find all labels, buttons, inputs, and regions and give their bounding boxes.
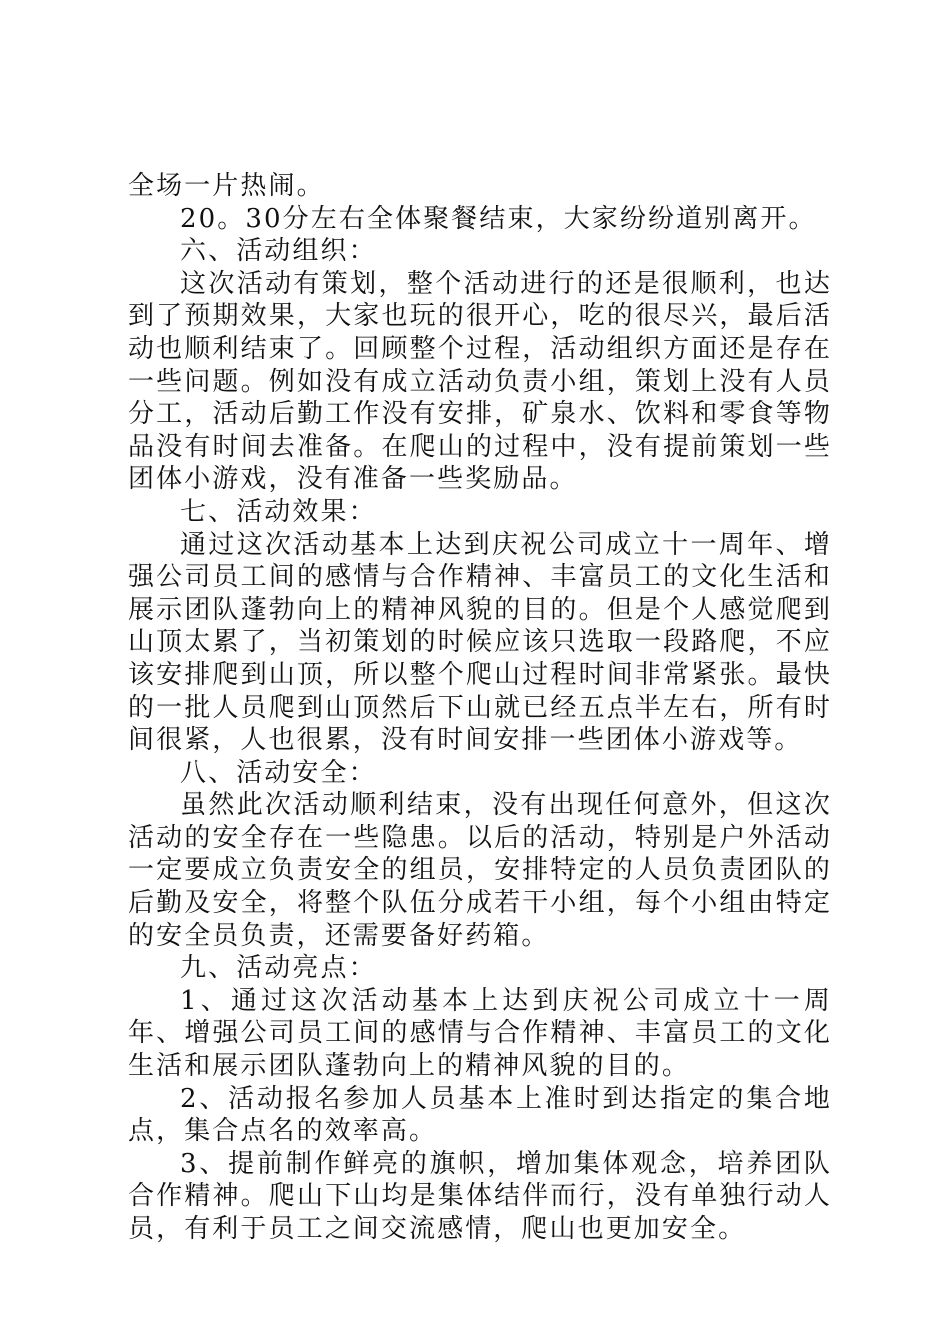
paragraph-dinner-end: 20。30分左右全体聚餐结束，大家纷纷道别离开。 [180, 203, 817, 234]
section-heading-safety: 八、活动安全： [180, 757, 377, 788]
paragraph-continuation: 全场一片热闹。 [128, 171, 325, 201]
document-body [128, 170, 832, 1246]
paragraph-highlight-1: 1、通过这次活动基本上达到庆祝公司成立十一周年、增强公司员工间的感情与合作精神、丰富员工的文化生活和展示团队蓬勃向上的精神风貌的目的。 [128, 985, 832, 1082]
section-heading-effect: 七、活动效果： [180, 496, 377, 527]
paragraph-highlight-2: 2、活动报名参加人员基本上准时到达指定的集合地点，集合点名的效率高。 [128, 1083, 832, 1147]
paragraph-organization: 这次活动有策划，整个活动进行的还是很顺利，也达到了预期效果，大家也玩的很开心，吃的很尽兴，最后活动也顺利结束了。回顾整个过程，活动组织方面还是存在一些问题。例如没有成立活动负责小组，策划上没有人员分工，活动后勤工作没有安排，矿泉水、饮料和零食等物品没有时间去准备。在爬山的过程中，没有提前策划一些团体小游戏，没有准备一些奖励品。 [128, 268, 832, 495]
section-heading-highlights: 九、活动亮点： [180, 953, 377, 984]
paragraph-highlight-3: 3、提前制作鲜亮的旗帜，增加集体观念，培养团队合作精神。爬山下山均是集体结伴而行，没有单独行动人员，有利于员工之间交流感情，爬山也更加安全。 [128, 1148, 832, 1244]
paragraph-effect: 通过这次活动基本上达到庆祝公司成立十一周年、增强公司员工间的感情与合作精神、丰富员工的文化生活和展示团队蓬勃向上的精神风貌的目的。但是个人感觉爬到山顶太累了，当初策划的时候应该只选取一段路爬，不应该安排爬到山顶，所以整个爬山过程时间非常紧张。最快的一批人员爬到山顶然后下山就已经五点半左右，所有时间很紧，人也很累，没有时间安排一些团体小游戏等。 [128, 529, 832, 756]
section-heading-organization: 六、活动组织： [180, 236, 377, 267]
paragraph-safety: 虽然此次活动顺利结束，没有出现任何意外，但这次活动的安全存在一些隐患。以后的活动，特别是户外活动一定要成立负责安全的组员，安排特定的人员负责团队的后勤及安全，将整个队伍分成若干小组，每个小组由特定的安全员负责，还需要备好药箱。 [128, 790, 832, 951]
